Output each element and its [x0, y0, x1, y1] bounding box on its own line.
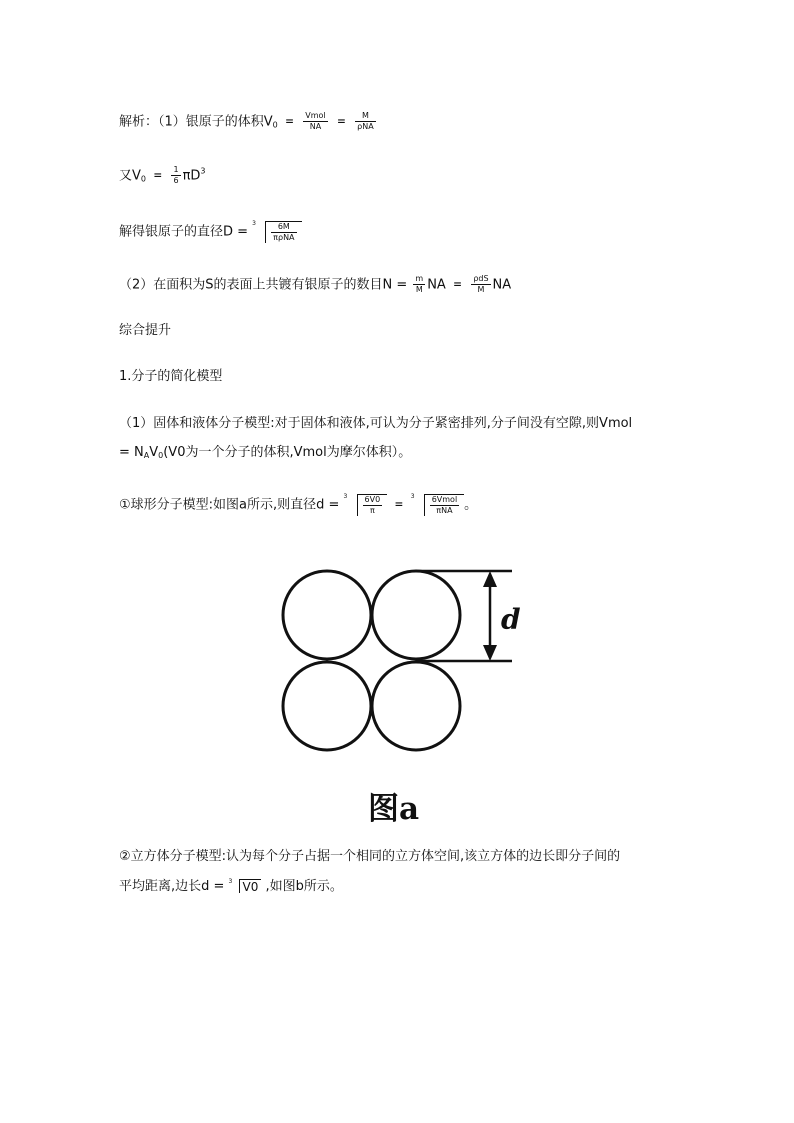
- cube-model-line-1: ②立方体分子模型:认为每个分子占据一个相同的立方体空间,该立方体的边长即分子间的: [119, 849, 621, 864]
- fraction-denominator: πNA: [436, 506, 453, 516]
- analysis-line-3: [119, 221, 302, 243]
- fraction-one-sixth: [171, 166, 180, 186]
- superscript: 3: [200, 166, 206, 176]
- sphere-model-line: [119, 494, 477, 516]
- figure-caption: 图a: [368, 791, 420, 827]
- radicand: V0: [239, 879, 262, 893]
- radicand: [357, 494, 388, 516]
- fraction-numerator: 1: [171, 166, 180, 176]
- fraction-numerator: M: [355, 112, 376, 122]
- fraction-denominator: M: [415, 285, 423, 295]
- molecule-circle-bottom-left: [283, 662, 371, 750]
- cube-model-text: 平均距离,边长d =: [119, 879, 229, 894]
- arrow-head-up-icon: [483, 571, 497, 587]
- fraction-numerator: m: [413, 275, 425, 285]
- analysis-text: 解得银原子的直径D =: [119, 224, 253, 240]
- fraction-denominator: ρNA: [357, 122, 374, 132]
- molecule-circle-bottom-right: [372, 662, 460, 750]
- fraction-numerator: ρdS: [471, 275, 490, 285]
- equals-na: = N: [119, 445, 144, 460]
- root-index: 3: [252, 220, 256, 227]
- fraction-numerator: 6V0: [363, 496, 383, 506]
- subscript: 0: [140, 174, 146, 184]
- analysis-text: 解析：（1）银原子的体积V: [119, 114, 273, 130]
- analysis-line-2: [119, 166, 206, 186]
- fraction-denominator: NA: [309, 122, 322, 132]
- fraction-m-rho-na: [355, 112, 376, 132]
- sphere-model-text: ①球形分子模型:如图a所示,则直径d =: [119, 497, 344, 513]
- sphere-model-figure: [275, 563, 535, 758]
- analysis-text: 又V: [119, 168, 141, 184]
- period: 。: [464, 497, 478, 513]
- subscript: 0: [272, 120, 278, 130]
- model-1-line-2: [119, 446, 411, 460]
- equals: =: [387, 497, 411, 513]
- molecule-circle-top-right: [372, 571, 460, 659]
- fraction-denominator: πρNA: [273, 233, 295, 243]
- cube-model-line-2: [119, 879, 343, 894]
- fraction-numerator: 6M: [271, 223, 296, 233]
- equals: =: [277, 114, 302, 130]
- fraction-numerator: Vmol: [303, 112, 327, 122]
- subscript: 0: [158, 451, 164, 460]
- radicand: [424, 494, 464, 516]
- molecule-circle-top-left: [283, 571, 371, 659]
- fraction-6v0-pi: [363, 496, 383, 516]
- analysis-line-4: [119, 275, 511, 295]
- cube-root: [229, 879, 262, 894]
- pi-d: πD: [182, 168, 201, 184]
- fraction-denominator: M: [477, 285, 485, 295]
- fraction-6m-pi-rho-na: [271, 223, 296, 243]
- root-index: 3: [343, 493, 348, 500]
- analysis-text: （2）在面积为S的表面上共镀有银原子的数目N =: [119, 277, 412, 293]
- model-1-line-1: （1）固体和液体分子模型:对于固体和液体,可认为分子紧密排列,分子间没有空隙,则Vmol: [119, 416, 633, 431]
- root-index: 3: [228, 878, 233, 885]
- root-index: 3: [410, 493, 415, 500]
- equals: =: [329, 114, 354, 130]
- analysis-line-1: [119, 112, 378, 132]
- fraction-numerator: 6Vmol: [430, 496, 459, 506]
- equals: =: [445, 277, 470, 293]
- arrow-head-down-icon: [483, 645, 497, 661]
- subsection-title: 1.分子的简化模型: [119, 369, 223, 384]
- fraction-vmol-na: [303, 112, 327, 132]
- fraction-6vmol-pi-na: [430, 496, 459, 516]
- model-1-note: (V0为一个分子的体积,Vmol为摩尔体积）。: [163, 445, 412, 460]
- section-title: 综合提升: [119, 323, 172, 338]
- avogadro: NA: [492, 277, 512, 293]
- fraction-denominator: 6: [173, 176, 179, 186]
- fraction-denominator: π: [369, 506, 375, 516]
- subscript: A: [143, 451, 150, 460]
- radicand: [265, 221, 301, 243]
- cube-root: [344, 494, 388, 516]
- cube-root: [252, 221, 301, 243]
- cube-model-tail: ,如图b所示。: [261, 879, 343, 894]
- avogadro: NA: [427, 277, 446, 293]
- fraction-rho-ds-over-M: [471, 275, 490, 295]
- dimension-label: d: [501, 603, 521, 636]
- v-symbol: V: [149, 445, 159, 460]
- equals: =: [146, 168, 170, 184]
- fraction-m-over-M: [413, 275, 425, 295]
- cube-root: [411, 494, 464, 516]
